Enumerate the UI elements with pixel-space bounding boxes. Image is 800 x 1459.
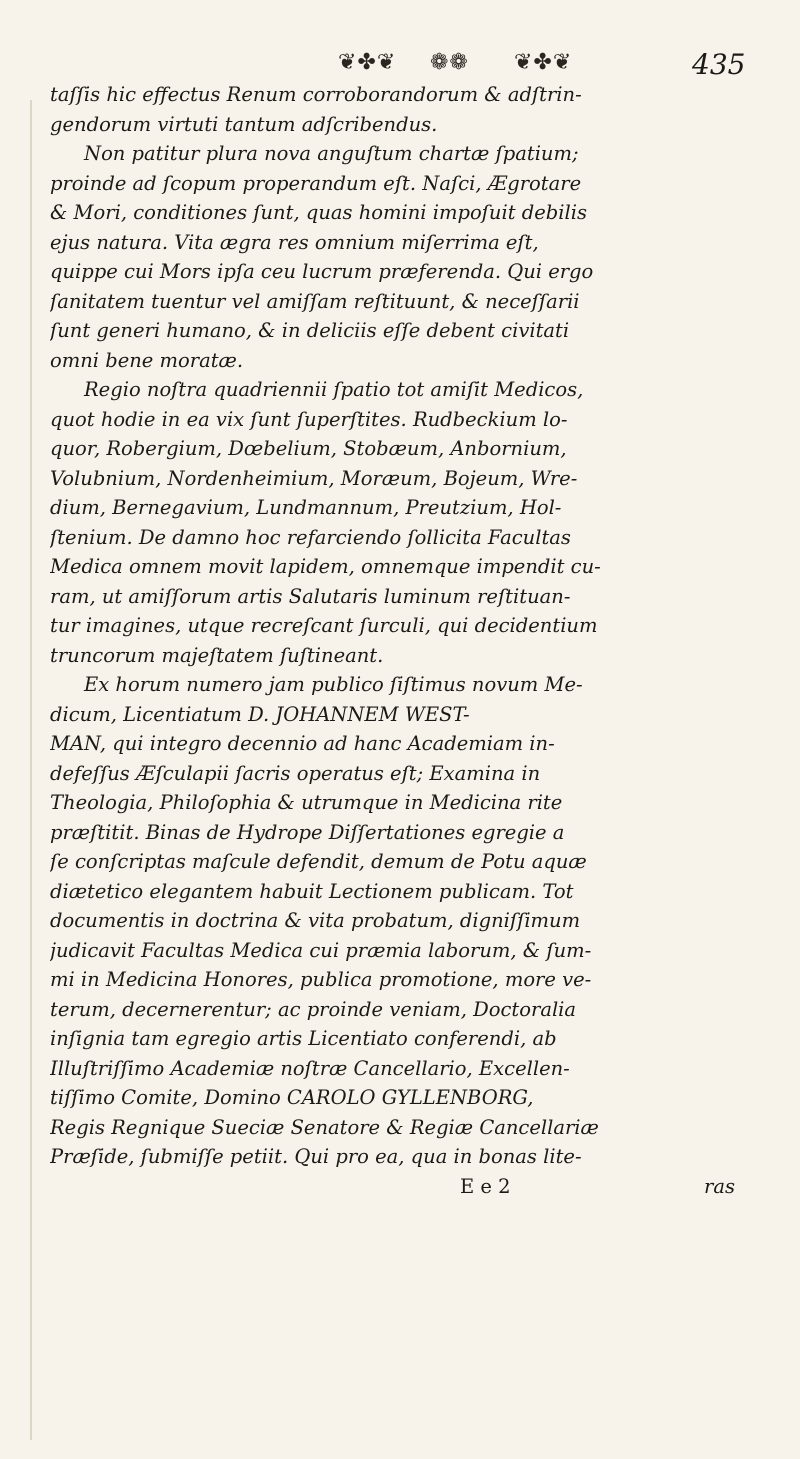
text-line: documentis in doctrina & vita probatum, digniſſimum — [50, 909, 581, 932]
body-text — [50, 80, 770, 1201]
text-line: diætetico elegantem habuit Lectionem publicam. Tot — [50, 879, 574, 903]
page-header — [0, 44, 800, 84]
text-line: Theologia, Philoſophia & utrumque in Medicina rite — [50, 791, 563, 814]
text-line: Medica omnem movit lapidem, omnemque impendit cu- — [50, 555, 601, 578]
text-line: MAN, qui integro decennio ad hanc Academiam in- — [50, 732, 555, 755]
text-line: mi in Medicina Honores, publica promotione, more ve- — [50, 968, 592, 991]
text-line: ſe conſcriptas maſcule defendit, demum de Potu aquæ — [50, 850, 587, 873]
text-line: tur imagines, utque recreſcant ſurculi, qui decidentium — [50, 614, 598, 637]
text-line: & Mori, conditiones ſunt, quas homini impoſuit debilis — [50, 201, 587, 224]
text-line: dicum, Licentiatum D. JOHANNEM WEST- — [50, 702, 470, 726]
text-line: Præſide, ſubmiſſe petiit. Qui pro ea, qua in bonas lite- — [50, 1145, 582, 1168]
header-ornament-center: ❁❁ — [430, 50, 469, 75]
header-ornament-left: ❦✤❦ — [338, 50, 397, 75]
page-gutter-shadow — [30, 100, 32, 1440]
text-line: ſunt generi humano, & in deliciis eſſe debent civitati — [50, 319, 570, 342]
text-line: Illuſtriſſimo Academiæ noſtræ Cancellario, Excellen- — [50, 1056, 570, 1080]
signature-mark: E e 2 — [460, 1174, 511, 1198]
text-line: Regis Regnique Sueciæ Senatore & Regiæ Cancellariæ — [50, 1115, 599, 1139]
text-line: Ex horum numero jam publico ſiſtimus novum Me- — [84, 673, 583, 696]
text-line: Volubnium, Nordenheimium, Moræum, Bojeum, Wre- — [50, 466, 578, 490]
text-line: dium, Bernegavium, Lundmannum, Preutzium, Hol- — [50, 496, 562, 519]
text-line: ejus natura. Vita ægra res omnium miſerrima eſt, — [50, 230, 539, 254]
text-line: quot hodie in ea vix ſunt ſuperſtites. Rudbeckium lo- — [50, 407, 568, 431]
catchword: ras — [704, 1174, 735, 1198]
text-line: proinde ad ſcopum properandum eſt. Naſci, Ægrotare — [50, 171, 582, 195]
text-line: gendorum virtuti tantum adſcribendus. — [50, 112, 438, 136]
text-line: tiſſimo Comite, Domino CAROLO GYLLENBORG, — [50, 1086, 534, 1109]
text-line: terum, decernerentur; ac proinde veniam, Doctoralia — [50, 997, 577, 1021]
text-line: defeſſus Æſculapii ſacris operatus eſt; Examina in — [50, 761, 541, 785]
text-line: judicavit Facultas Medica cui præmia laborum, & ſum- — [50, 938, 592, 962]
page-footer — [50, 1172, 770, 1202]
text-line: Non patitur plura nova anguſtum chartæ ſpatium; — [84, 142, 579, 165]
text-line: quippe cui Mors ipſa ceu lucrum præferenda. Qui ergo — [50, 260, 594, 283]
text-line: omni bene moratæ. — [50, 348, 244, 372]
text-line: taſſis hic effectus Renum corroborandorum & adſtrin- — [50, 83, 582, 106]
text-line: ram, ut amiſſorum artis Salutaris luminum reſtituan- — [50, 584, 571, 608]
text-line: Regio noſtra quadriennii ſpatio tot amiſit Medicos, — [84, 378, 584, 401]
page-number: 435 — [692, 48, 746, 81]
text-line: præſtitit. Binas de Hydrope Diſſertationes egregie a — [50, 820, 565, 844]
text-line: ſanitatem tuentur vel amiſſam reſtituunt, & neceſſarii — [50, 289, 580, 313]
header-ornament-right: ❦✤❦ — [514, 50, 573, 75]
text-line: inſignia tam egregio artis Licentiato conferendi, ab — [50, 1027, 557, 1050]
text-line: ſtenium. De damno hoc refarciendo ſollicita Facultas — [50, 525, 571, 549]
text-line: truncorum majeſtatem ſuſtineant. — [50, 643, 384, 667]
text-line: quor, Robergium, Dœbelium, Stobæum, Anbornium, — [50, 437, 567, 460]
